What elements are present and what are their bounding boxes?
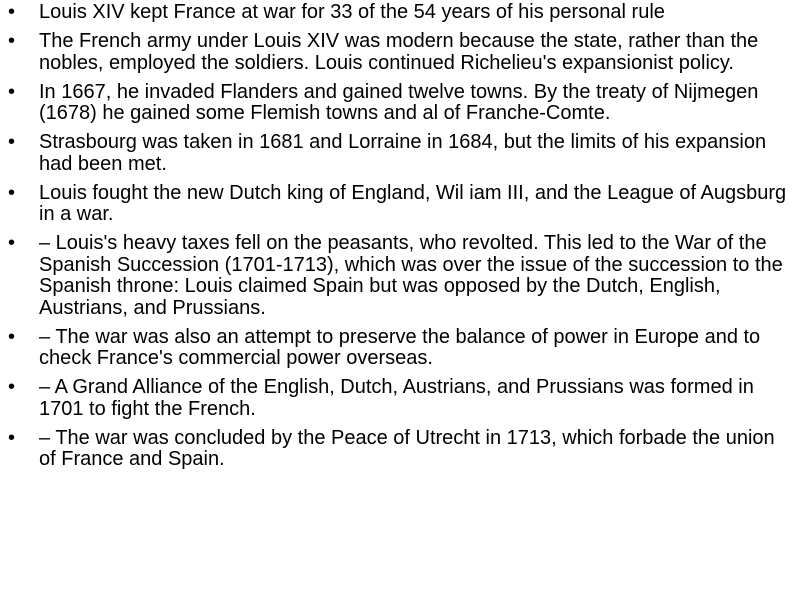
bullet-item <box>8 183 792 226</box>
bullet-dot-icon: • <box>8 80 16 103</box>
bullet-item <box>8 327 792 370</box>
bullet-text: In 1667, he invaded Flanders and gained twelve towns. By the treaty of Nijmegen (1678) he gained some Flemish towns and al of Franche-Comte. <box>39 80 759 124</box>
bullet-text: – The war was also an attempt to preserve the balance of power in Europe and to check France's commercial power overseas. <box>39 325 761 369</box>
bullet-item <box>8 233 792 319</box>
bullet-list <box>8 2 792 478</box>
bullet-item <box>8 82 792 125</box>
bullet-text: Louis fought the new Dutch king of England, Wil iam III, and the League of Augsburg in a war. <box>39 181 787 225</box>
bullet-item <box>8 31 792 74</box>
bullet-text: Louis XIV kept France at war for 33 of the 54 years of his personal rule <box>39 1 665 23</box>
bullet-dot-icon: • <box>8 1 16 23</box>
bullet-item <box>8 132 792 175</box>
bullet-dot-icon: • <box>8 181 16 204</box>
bullet-dot-icon: • <box>8 131 16 153</box>
bullet-item <box>8 2 792 24</box>
bullet-text: – A Grand Alliance of the English, Dutch, Austrians, and Prussians was formed in 1701 to fight the French. <box>39 376 754 420</box>
bullet-dot-icon: • <box>8 232 16 254</box>
bullet-text: Strasbourg was taken in 1681 and Lorraine in 1684, but the limits of his expansion had been met. <box>39 131 767 175</box>
bullet-text: The French army under Louis XIV was modern because the state, rather than the nobles, employed the soldiers. Louis continued Richelieu's expansionist policy. <box>39 30 759 74</box>
bullet-dot-icon: • <box>8 426 16 449</box>
bullet-item <box>8 377 792 420</box>
bullet-item <box>8 428 792 471</box>
bullet-dot-icon: • <box>8 30 16 52</box>
bullet-text: – Louis's heavy taxes fell on the peasants, who revolted. This led to the War of the Spanish Succession (1701-1713), which was over the issue of the succession to the Spanish throne: Louis claimed Spain but was opposed by the Dutch, English, Austrians, and Prussians. <box>39 232 783 319</box>
bullet-dot-icon: • <box>8 376 16 398</box>
bullet-text: – The war was concluded by the Peace of Utrecht in 1713, which forbade the union of France and Spain. <box>39 426 775 470</box>
bullet-dot-icon: • <box>8 325 16 348</box>
